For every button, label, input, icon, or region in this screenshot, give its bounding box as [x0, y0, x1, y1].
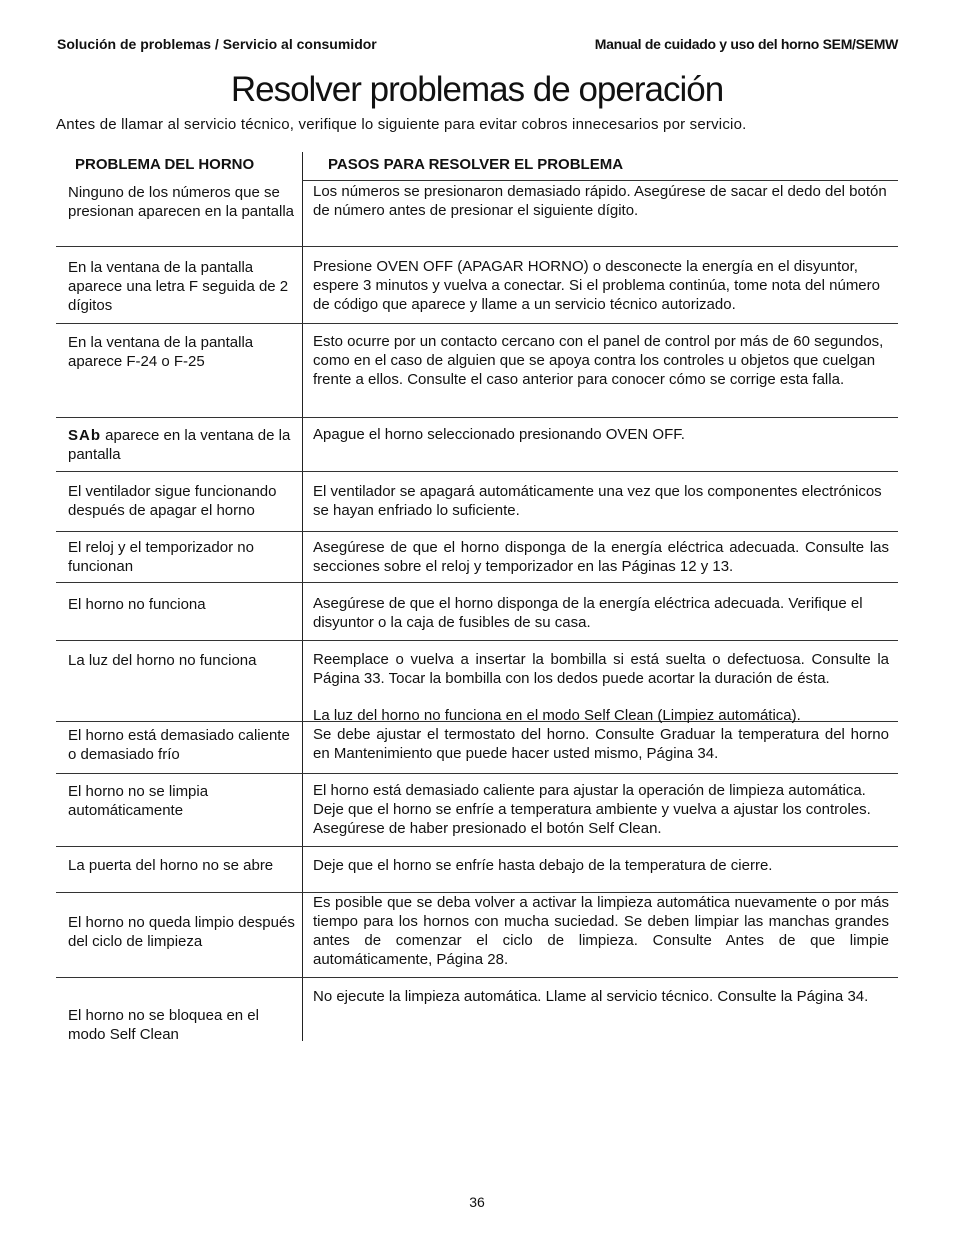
- solution-cell: Presione OVEN OFF (APAGAR HORNO) o desconecte la energía en el disyuntor, espere 3 minutos y vuelva a conectar. Si el problema continúa, tome nota del número de código que aparece y llame a un servicio técnico autorizado.: [313, 258, 880, 313]
- problem-cell: La puerta del horno no se abre: [68, 857, 274, 874]
- row-divider: [56, 471, 898, 472]
- header-rule: [302, 180, 898, 181]
- intro-text: Antes de llamar al servicio técnico, verifique lo siguiente para evitar cobros innecesarios por servicio.: [56, 116, 747, 133]
- section-header: Solución de problemas / Servicio al consumidor: [57, 36, 377, 52]
- row-divider: [56, 531, 898, 532]
- problem-cell: El horno no funciona: [68, 596, 206, 613]
- row-divider: [56, 246, 898, 247]
- problem-cell: El horno no se limpia automáticamente: [68, 783, 209, 819]
- solution-cell: Es posible que se deba volver a activar la limpieza automática nuevamente o por más tiempo para los hornos con mucha suciedad. Se deben limpiar las manchas grandes antes de comenzar el ciclo de limpieza. Consulte Antes de que limpie automáticamente, Página 28.: [313, 894, 889, 968]
- solution-cell: Deje que el horno se enfríe hasta debajo de la temperatura de cierre.: [313, 857, 773, 874]
- solution-cell: Los números se presionaron demasiado rápido. Asegúrese de sacar el dedo del botón de número antes de presionar el siguiente dígito.: [313, 183, 887, 219]
- row-divider: [56, 977, 898, 978]
- row-divider: [56, 582, 898, 583]
- problem-cell: En la ventana de la pantalla aparece F-24 o F-25: [68, 334, 254, 370]
- problem-cell: [68, 426, 298, 464]
- row-divider: [56, 773, 898, 774]
- column-header-problem: PROBLEMA DEL HORNO: [75, 156, 255, 173]
- row-divider: [56, 417, 898, 418]
- sab-code: SAb: [68, 427, 101, 444]
- problem-cell: El horno está demasiado caliente o demasiado frío: [68, 727, 290, 763]
- page-title: Resolver problemas de operación: [230, 70, 724, 109]
- column-header-steps: PASOS PARA RESOLVER EL PROBLEMA: [328, 156, 624, 173]
- row-divider: [56, 640, 898, 641]
- problem-cell: En la ventana de la pantalla aparece una letra F seguida de 2 dígitos: [68, 259, 289, 314]
- problem-cell: El ventilador sigue funcionando después de apagar el horno: [68, 483, 277, 519]
- solution-cell: Asegúrese de que el horno disponga de la energía eléctrica adecuada. Consulte las secciones sobre el reloj y temporizador en las Páginas 12 y 13.: [313, 539, 889, 575]
- row-divider: [56, 323, 898, 324]
- solution-note: La luz del horno no funciona en el modo Self Clean (Limpiez automática).: [313, 707, 801, 724]
- problem-cell: El horno no queda limpio después del ciclo de limpieza: [68, 914, 295, 950]
- solution-cell: Apague el horno seleccionado presionando OVEN OFF.: [313, 426, 685, 443]
- problem-cell: Ninguno de los números que se presionan aparecen en la pantalla: [68, 184, 295, 220]
- row-divider: [56, 846, 898, 847]
- problem-cell: El reloj y el temporizador no funcionan: [68, 539, 254, 575]
- solution-cell: Se debe ajustar el termostato del horno. Consulte Graduar la temperatura del horno en Mantenimiento que puede hacer usted mismo, Página 34.: [313, 726, 889, 762]
- solution-cell: Reemplace o vuelva a insertar la bombilla si está suelta o defectuosa. Consulte la Página 33. Tocar la bombilla con los dedos puede acortar la duración de ésta.: [313, 651, 889, 687]
- problem-cell: La luz del horno no funciona: [68, 652, 257, 669]
- solution-cell: Esto ocurre por un contacto cercano con el panel de control por más de 60 segundos, como en el caso de alguien que se apoya contra los controles u objetos que cuelgan frente a ellos. Consulte el caso anterior para conocer cómo se corrige esta falla.: [313, 333, 884, 388]
- solution-cell: No ejecute la limpieza automática. Llame al servicio técnico. Consulte la Página 34.: [313, 988, 869, 1005]
- manual-title-header: Manual de cuidado y uso del horno SEM/SEMW: [594, 36, 898, 52]
- problem-text: aparece en la ventana de la pantalla: [68, 427, 291, 463]
- page-number: 36: [469, 1194, 485, 1210]
- solution-cell: El ventilador se apagará automáticamente una vez que los componentes electrónicos se hayan enfriado lo suficiente.: [313, 483, 882, 519]
- solution-cell: El horno está demasiado caliente para ajustar la operación de limpieza automática. Deje que el horno se enfríe a temperatura ambiente y vuelva a ajustar los controles. Asegúrese de haber presionado el botón Self Clean.: [313, 782, 871, 837]
- solution-cell: Asegúrese de que el horno disponga de la energía eléctrica adecuada. Verifique el disyuntor o la caja de fusibles de su casa.: [313, 595, 863, 631]
- column-divider: [302, 152, 303, 1041]
- problem-cell: El horno no se bloquea en el modo Self Clean: [68, 1007, 259, 1043]
